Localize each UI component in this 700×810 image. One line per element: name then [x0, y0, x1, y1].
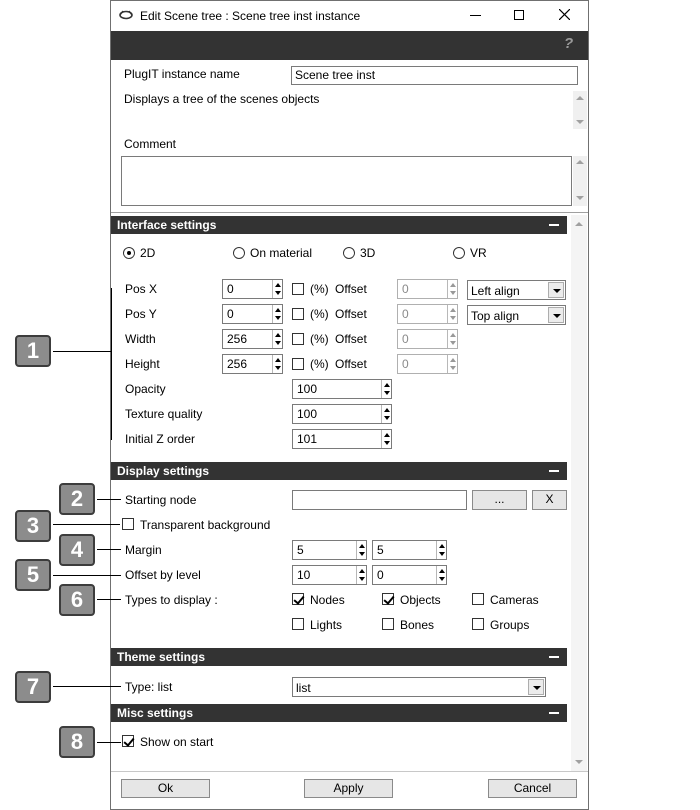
scroll-down-icon [576, 120, 584, 124]
mode-3d-radio[interactable] [343, 247, 355, 259]
theme-type-label: Type: list [125, 680, 173, 694]
display-settings-header[interactable] [111, 462, 567, 480]
select-value: list [296, 681, 311, 695]
misc-settings-header[interactable] [111, 704, 567, 722]
callout-1: 1 [15, 335, 51, 367]
spinner-value: 0 [227, 307, 234, 321]
toolbar-band [111, 31, 588, 60]
panel-divider [111, 212, 588, 213]
margin-x-spinner[interactable] [292, 540, 367, 560]
offset-level-y-spinner[interactable] [372, 565, 447, 585]
minimize-button[interactable] [460, 2, 490, 28]
spinner-value: 0 [402, 357, 409, 371]
mode-on-material-radio[interactable] [233, 247, 245, 259]
vertical-align-select[interactable] [467, 305, 566, 325]
offset-level-x-spinner[interactable] [292, 565, 367, 585]
dropdown-arrow-icon [548, 307, 564, 323]
footer-divider [111, 771, 588, 772]
spinner-value: 0 [402, 282, 409, 296]
type-groups-checkbox[interactable] [472, 618, 484, 630]
height-spinner[interactable] [222, 354, 283, 374]
callout-8: 8 [59, 726, 95, 758]
help-icon[interactable]: ? [564, 35, 574, 52]
margin-y-spinner[interactable] [372, 540, 447, 560]
callout-line [53, 351, 112, 352]
maximize-button[interactable] [504, 2, 534, 28]
offset-by-level-label: Offset by level [125, 568, 201, 582]
scroll-up-icon [575, 222, 583, 226]
section-title: Theme settings [117, 650, 206, 664]
spinner-value: 100 [297, 407, 318, 421]
offset-label: Offset [335, 307, 367, 321]
close-button[interactable] [549, 2, 579, 28]
cancel-button[interactable]: Cancel [488, 779, 577, 798]
type-objects-checkbox[interactable] [382, 593, 394, 605]
mode-on-material-label: On material [250, 246, 313, 260]
section-title: Display settings [117, 464, 210, 478]
pos-x-offset-spinner [397, 279, 458, 299]
horizontal-align-select[interactable] [467, 280, 566, 300]
height-offset-spinner [397, 354, 458, 374]
spinner-value: 101 [297, 432, 318, 446]
interface-settings-header[interactable] [111, 216, 567, 234]
type-nodes-checkbox[interactable] [292, 593, 304, 605]
window-title: Edit Scene tree : Scene tree inst instance [140, 9, 361, 23]
spinner-value: 5 [377, 543, 384, 557]
margin-label: Margin [125, 543, 162, 557]
callout-line [53, 686, 121, 687]
pos-x-spinner[interactable] [222, 279, 283, 299]
collapse-icon[interactable] [549, 712, 559, 714]
callout-line [97, 499, 121, 500]
spinner-value: 10 [297, 568, 311, 582]
pos-x-label: Pos X [125, 282, 158, 296]
mode-2d-label: 2D [140, 246, 156, 260]
callout-line [97, 742, 121, 743]
type-bones-label: Bones [400, 618, 435, 632]
callout-line [97, 599, 121, 600]
width-offset-spinner [397, 329, 458, 349]
percent-label: (%) [310, 357, 329, 371]
width-spinner[interactable] [222, 329, 283, 349]
comment-label: Comment [124, 137, 177, 151]
theme-settings-header[interactable] [111, 648, 567, 666]
clear-node-button[interactable]: X [532, 490, 567, 510]
percent-label: (%) [310, 332, 329, 346]
type-lights-checkbox[interactable] [292, 618, 304, 630]
pos-y-label: Pos Y [125, 307, 157, 321]
callout-3: 3 [15, 510, 51, 542]
transparent-background-checkbox[interactable] [122, 518, 134, 530]
starting-node-input[interactable] [292, 490, 467, 510]
type-groups-label: Groups [490, 618, 530, 632]
offset-label: Offset [335, 332, 367, 346]
opacity-label: Opacity [125, 382, 166, 396]
callout-5: 5 [15, 559, 51, 591]
transparent-background-label: Transparent background [140, 518, 271, 532]
type-cameras-label: Cameras [490, 593, 539, 607]
dropdown-arrow-icon [548, 282, 564, 298]
height-percent-checkbox[interactable] [292, 358, 304, 370]
callout-line [53, 524, 120, 525]
app-icon [118, 9, 134, 21]
instance-name-input[interactable]: Scene tree inst [291, 66, 578, 85]
scroll-down-icon [575, 760, 583, 764]
pos-x-percent-checkbox[interactable] [292, 283, 304, 295]
type-bones-checkbox[interactable] [382, 618, 394, 630]
spinner-value: 0 [227, 282, 234, 296]
show-on-start-checkbox[interactable] [122, 735, 134, 747]
offset-label: Offset [335, 282, 367, 296]
select-value: Left align [471, 284, 520, 298]
callout-line [53, 575, 121, 576]
mode-vr-label: VR [470, 246, 487, 260]
type-lights-label: Lights [310, 618, 343, 632]
ok-button[interactable]: Ok [121, 779, 210, 798]
dropdown-arrow-icon [528, 679, 544, 695]
percent-label: (%) [310, 282, 329, 296]
types-to-display-label: Types to display : [125, 593, 218, 607]
theme-type-select[interactable] [292, 677, 546, 697]
scroll-down-icon [576, 196, 584, 200]
spinner-value: 0 [402, 332, 409, 346]
z-order-spinner[interactable] [292, 429, 392, 449]
callout-line [97, 549, 121, 550]
callout-6: 6 [59, 584, 95, 616]
browse-node-button[interactable]: ... [472, 490, 527, 510]
height-label: Height [125, 357, 160, 371]
callout-2: 2 [59, 483, 95, 515]
opacity-spinner[interactable] [292, 379, 392, 399]
width-label: Width [125, 332, 156, 346]
scroll-up-icon [576, 160, 584, 164]
close-icon [559, 9, 570, 20]
apply-button[interactable]: Apply [304, 779, 393, 798]
callout-4: 4 [59, 534, 95, 566]
section-title: Interface settings [117, 218, 217, 232]
spinner-value: 256 [227, 357, 248, 371]
spinner-value: 256 [227, 332, 248, 346]
type-objects-label: Objects [400, 593, 441, 607]
width-percent-checkbox[interactable] [292, 333, 304, 345]
pos-y-percent-checkbox[interactable] [292, 308, 304, 320]
pos-y-spinner[interactable] [222, 304, 283, 324]
starting-node-label: Starting node [125, 493, 197, 507]
instance-name-label: PlugIT instance name [124, 67, 240, 81]
callout-7: 7 [15, 671, 51, 703]
mode-3d-label: 3D [360, 246, 376, 260]
z-order-label: Initial Z order [125, 432, 196, 446]
callout-bracket [111, 288, 112, 440]
panel-scrollbar[interactable] [571, 215, 587, 771]
show-on-start-label: Show on start [140, 735, 214, 749]
offset-label: Offset [335, 357, 367, 371]
texture-quality-spinner[interactable] [292, 404, 392, 424]
minimize-icon [470, 15, 481, 16]
collapse-icon[interactable] [549, 224, 559, 226]
select-value: Top align [471, 309, 520, 323]
spinner-value: 5 [297, 543, 304, 557]
type-nodes-label: Nodes [310, 593, 345, 607]
spinner-value: 0 [377, 568, 384, 582]
mode-2d-radio[interactable] [123, 247, 135, 259]
percent-label: (%) [310, 307, 329, 321]
scroll-up-icon [576, 96, 584, 100]
pos-y-offset-spinner [397, 304, 458, 324]
mode-vr-radio[interactable] [453, 247, 465, 259]
spinner-value: 0 [402, 307, 409, 321]
collapse-icon[interactable] [549, 470, 559, 472]
maximize-icon [514, 10, 524, 20]
section-title: Misc settings [117, 706, 194, 720]
type-cameras-checkbox[interactable] [472, 593, 484, 605]
spinner-value: 100 [297, 382, 318, 396]
description-text: Displays a tree of the scenes objects [124, 92, 320, 106]
comment-textarea[interactable] [121, 156, 572, 206]
texture-quality-label: Texture quality [125, 407, 203, 421]
collapse-icon[interactable] [549, 656, 559, 658]
